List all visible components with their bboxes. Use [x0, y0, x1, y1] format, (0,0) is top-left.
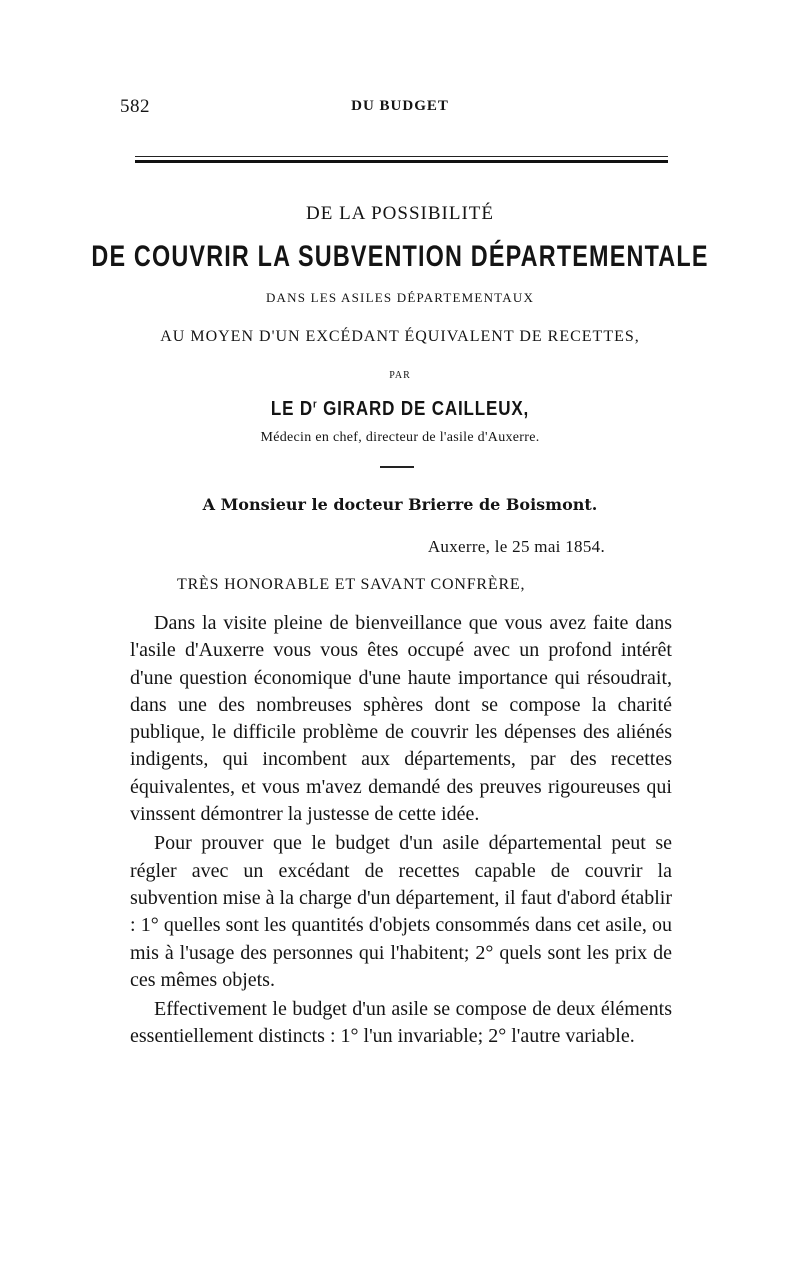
header-rule-thick: [135, 160, 668, 163]
author-title-superscript: r: [313, 398, 318, 411]
paragraph: Effectivement le budget d'un asile se compose de deux éléments essentiellement distincts : 1° l'un invariable; 2° l'autre variable.: [130, 998, 672, 1048]
title-line-3: DANS LES ASILES DÉPARTEMENTAUX: [265, 290, 535, 305]
title-line-4: AU MOYEN D'UN EXCÉDANT ÉQUIVALENT DE RECETTES,: [160, 328, 640, 345]
page-number: 582: [120, 96, 150, 117]
title-line-1: DE LA POSSIBILITÉ: [306, 203, 494, 224]
author-name: [60, 398, 740, 421]
section-divider: [380, 466, 414, 468]
byline-par: PAR: [389, 370, 411, 381]
author-prefix: LE D: [270, 398, 314, 420]
letter-dateline: Auxerre, le 25 mai 1854.: [427, 537, 605, 556]
paragraph: Pour prouver que le budget d'un asile départemental peut se régler avec un excédant de recettes capable de couvrir la subvention mise à la charge d'un département, il faut d'abord établir : 1° quelles sont les quantités d'objets consommés dans cet asile, ou mis à l'usage des personnes qui l'habitent; 2° quels sont les prix de ces mêmes objets.: [130, 832, 672, 991]
author-role: Médecin en chef, directeur de l'asile d'Auxerre.: [260, 430, 540, 445]
author-surname: GIRARD DE CAILLEUX,: [317, 398, 530, 420]
letter-greeting: TRÈS HONORABLE ET SAVANT CONFRÈRE,: [177, 576, 526, 593]
letter-addressee: A Monsieur le docteur Brierre de Boismont.: [202, 495, 598, 514]
header-rule-thin: [135, 156, 668, 157]
running-head: DU BUDGET: [351, 98, 449, 114]
letter-body: [130, 610, 672, 1053]
paragraph: Dans la visite pleine de bienveillance que vous avez faite dans l'asile d'Auxerre vous vous êtes occupé avec un profond intérêt d'une question économique d'une haute importance qui résoudrait, dans une des nombreuses sphères dont se compose la charité publique, le difficile problème de couvrir les dépenses des aliénés indigents, qui incombent aux départements, par des recettes équivalentes, et vous m'avez demandé des preuves rigoureuses qui vinssent démontrer la justesse de cette idée.: [130, 612, 672, 826]
title-line-2: DE COUVRIR LA SUBVENTION DÉPARTEMENTALE: [91, 240, 709, 273]
